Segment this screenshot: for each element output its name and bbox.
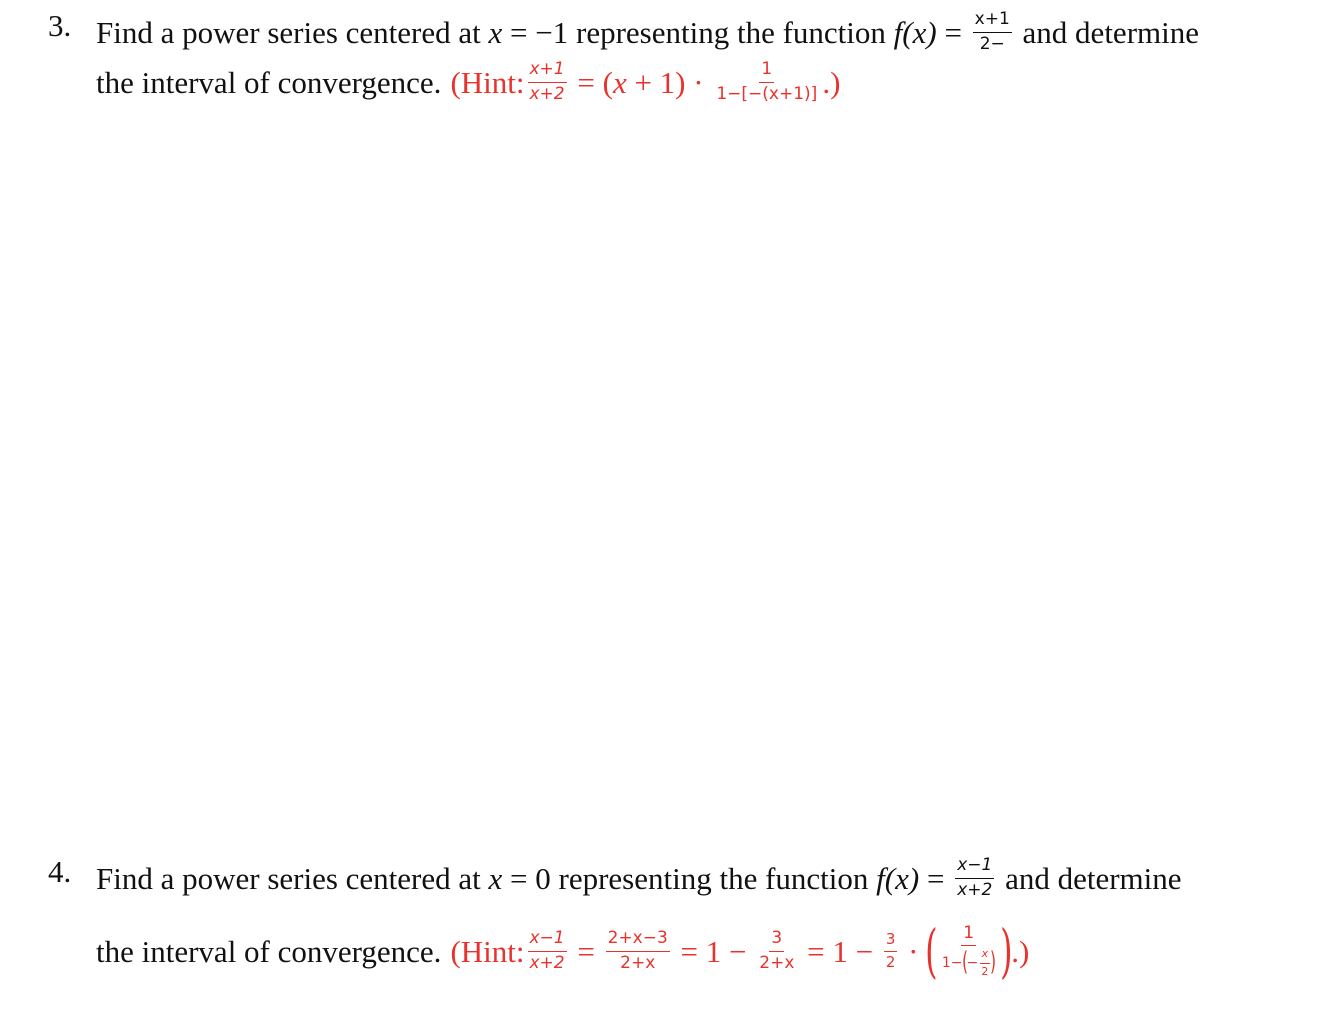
problem-3-statement: Find a power series centered at x = −1 representing the function f(x) = $\frac{x+1}{2-}$ and determine bbox=[96, 9, 1199, 54]
function-fraction: $\frac{x-1}{x+2}$ bbox=[957, 855, 993, 900]
hint-fraction: $\frac{x+1}{x+2}$ bbox=[529, 59, 565, 104]
hint-fraction: 1 1− ( − $\frac{x}{2}$ ) bbox=[941, 922, 997, 978]
problem-number: 3. bbox=[48, 8, 72, 43]
function-fraction: $\frac{x+1}{2-}$ bbox=[974, 9, 1010, 54]
function-name: f(x) bbox=[893, 14, 937, 50]
hint-fraction: $\frac{3}{2+x}$ bbox=[759, 927, 795, 973]
function-name: f(x) bbox=[876, 860, 920, 896]
problem-number: 4. bbox=[48, 854, 72, 889]
hint-fraction: $\frac{3}{2}$ bbox=[885, 930, 896, 971]
right-paren: ) bbox=[999, 917, 1013, 985]
problem-4-statement: Find a power series centered at x = 0 representing the function f(x) = $\frac{x-1}{x+2}$ and determine bbox=[96, 855, 1182, 900]
left-paren: ( bbox=[925, 917, 938, 985]
hint-fraction: $\frac{x-1}{x+2}$ bbox=[529, 927, 565, 973]
hint-fraction: $\frac{2+x-3}{2+x}$ bbox=[607, 927, 668, 973]
hint: (Hint: $\frac{x+1}{x+2}$ = ( x + 1) · $\frac{1}{1-[-(x+1)]}$ .) bbox=[450, 59, 841, 104]
hint-fraction: $\frac{1}{1-[-(x+1)]}$ bbox=[716, 59, 818, 104]
hint: (Hint: $\frac{x-1}{x+2}$ = $\frac{2+x-3}{2+x}$ = 1 − $\frac{3}{2+x}$ = 1 − $\frac{3}{2}$ · ( 1 1− ( − $\frac{x}{2}$ ) ) .) bbox=[450, 917, 1030, 985]
